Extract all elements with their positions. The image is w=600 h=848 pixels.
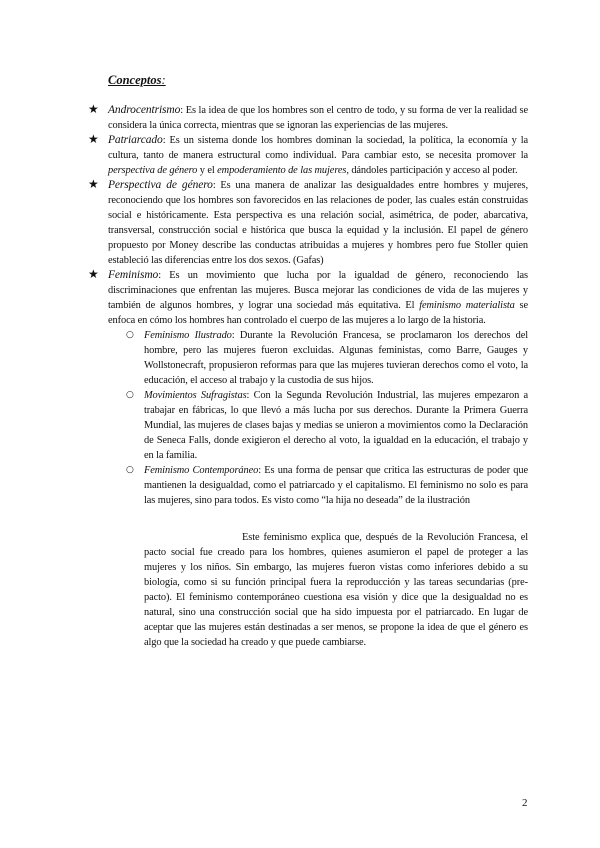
emphasis-text: perspectiva de género: [108, 165, 198, 176]
closing-paragraph: Este feminismo explica que, después de la Revolución Francesa, el pacto social fue creado para los hombres, quienes asumieron el papel de proteger a las mujeres y los niños. Sin embargo, las mujeres fueron vistas como inferiores debido a su biología, como si su función principal fuera la reproducción y las tareas secundarias (pre-pacto). El feminismo contemporáneo cuestiona esa visión y dice que la desigualdad no es natural, sino una construcción social que ha sido impuesta por el patriarcado. En lugar de aceptar que las mujeres están destinadas a ser menos, se propone la idea de que el género es algo que la sociedad ha creado y que puede cambiarse.: [144, 532, 528, 648]
subconcept-definition: : Durante la Revolución Francesa, se proclamaron los derechos del hombre, pero las mujeres fueron excluidas. Algunas feministas, como Barre, Gauges y Wollstonecraft, propusieron reformas para que las mujeres tuvieran derechos como el voto, la educación, el acceso al trabajo y la custodia de sus hijos.: [144, 330, 528, 386]
subconcept-feminismo-contemporaneo: [126, 463, 528, 508]
concept-definition-mid: y el: [197, 165, 218, 176]
circle-bullet-icon: ○: [126, 465, 134, 475]
concept-term: Feminismo: [108, 269, 159, 281]
subconcept-term: Movimientos Sufragistas: [144, 390, 247, 401]
circle-bullet-icon: ○: [126, 390, 134, 400]
star-icon: ★: [88, 102, 99, 116]
document-body: [88, 72, 528, 650]
concept-term: Patriarcado: [108, 134, 163, 146]
star-icon: ★: [88, 177, 99, 191]
subconcept-movimientos-sufragistas: [126, 388, 528, 463]
page-number: 2: [522, 797, 528, 809]
title-text: Conceptos: [108, 73, 162, 87]
star-icon: ★: [88, 132, 99, 146]
subconcept-definition: : Es una forma de pensar que critica las estructuras de poder que mantienen la desigualdad, como el patriarcado y el capitalismo. El feminismo no solo es para las mujeres, sino para todos. Es visto como “la hija no deseada” de la ilustración: [144, 465, 528, 506]
concept-definition: : Es un movimiento que lucha por la igualdad de género, reconociendo las discriminaciones que enfrentan las mujeres. Busca mejorar las condiciones de vida de las mujeres y también de algunos hombres, y lograr una sociedad más equitativa. El: [108, 270, 528, 311]
feminism-sublist: [126, 328, 528, 650]
subconcept-term: Feminismo Contemporáneo: [144, 465, 259, 476]
concept-feminismo: [88, 267, 528, 328]
concept-definition-end: se enfoca en cómo los hombres han controlado el cuerpo de las mujeres a lo largo de la historia.: [108, 300, 528, 326]
page-title: [108, 72, 528, 88]
concept-definition: : Es un sistema donde los hombres dominan la sociedad, la política, la economía y la cultura, tanto de manera estructural como individual. Para cambiar esto, se necesita promover la: [108, 135, 528, 161]
title-colon: :: [161, 73, 166, 87]
closing-paragraph-block: [144, 530, 528, 650]
concept-patriarcado: [88, 132, 528, 178]
emphasis-text: feminismo materialista: [419, 300, 515, 311]
subconcept-definition: : Con la Segunda Revolución Industrial, las mujeres empezaron a trabajar en fábricas, lo que llevó a más lucha por sus derechos. Durante la Primera Guerra Mundial, las mujeres de clases bajas y medias se unieron a movimientos como la Declaración de Seneca Falls, donde exigieron el derecho al voto, la igualdad en la educación, el trabajo y en la familia.: [144, 390, 528, 461]
concept-perspectiva-de-genero: [88, 177, 528, 268]
emphasis-text: empoderamiento de las mujeres: [217, 165, 347, 176]
star-icon: ★: [88, 267, 99, 281]
concept-androcentrismo: [88, 102, 528, 133]
concept-term: Perspectiva de género: [108, 179, 213, 191]
circle-bullet-icon: ○: [126, 330, 134, 340]
subconcept-feminismo-ilustrado: [126, 328, 528, 388]
concept-term: Androcentrismo: [108, 104, 181, 116]
subconcept-term: Feminismo Ilustrado: [144, 330, 232, 341]
concept-definition: : Es la idea de que los hombres son el centro de todo, y su forma de ver la realidad se considera la única correcta, mientras que se ignoran las experiencias de las mujeres.: [108, 105, 528, 131]
concept-definition: : Es una manera de analizar las desigualdades entre hombres y mujeres, reconociendo que los hombres son favorecidos en las relaciones de poder, las cuales están construidas social e históricamente. Esta perspectiva es una relación social, asimétrica, de poder, abarcativa, transversal, construcción social e histórica que busca la equidad y la inclusión. El papel de género propuesto por Money describe las conductas atribuidas a mujeres y hombres pero fue Stoller quien estableció las diferencias entre los dos sexos. (Gafas): [108, 180, 528, 266]
concept-definition-end: , dándoles participación y acceso al poder.: [346, 165, 518, 176]
